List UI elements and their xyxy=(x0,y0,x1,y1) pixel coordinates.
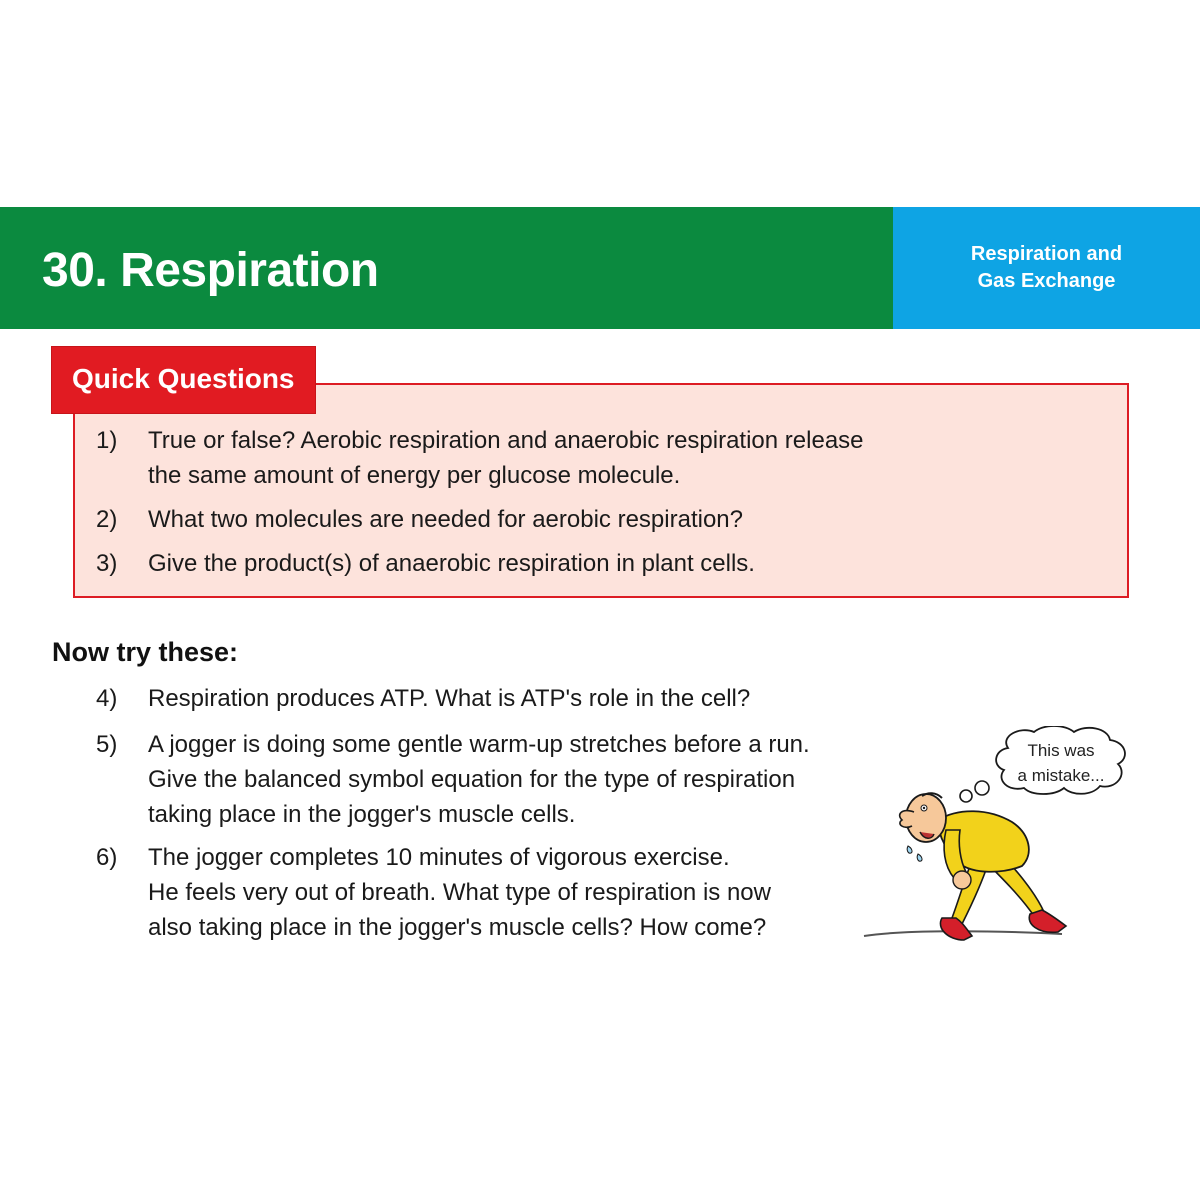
question-line: What two molecules are needed for aerobic respiration? xyxy=(148,506,743,533)
question-line: True or false? Aerobic respiration and anaerobic respiration release xyxy=(148,427,864,454)
question-text xyxy=(148,840,771,945)
now-try-heading: Now try these: xyxy=(52,637,239,667)
page-title: 30. Respiration xyxy=(42,244,379,297)
header-title-panel xyxy=(0,207,893,329)
question-line: A jogger is doing some gentle warm-up stretches before a run. xyxy=(148,731,810,758)
question-line: taking place in the jogger's muscle cells. xyxy=(148,801,576,828)
question-number: 4) xyxy=(96,685,118,712)
question-number: 2) xyxy=(96,506,118,533)
question-line: also taking place in the jogger's muscle cells? How come? xyxy=(148,914,767,941)
question-text xyxy=(148,681,750,716)
section-tag-panel xyxy=(893,207,1200,329)
question-number: 3) xyxy=(96,550,118,577)
question-text xyxy=(148,727,810,832)
question-item xyxy=(96,502,996,538)
question-line: Give the balanced symbol equation for the type of respiration xyxy=(148,766,796,793)
section-tag-line: Gas Exchange xyxy=(977,270,1116,292)
question-line: the same amount of energy per glucose molecule. xyxy=(148,462,681,489)
jogger-icon xyxy=(862,778,1074,948)
question-item xyxy=(96,840,896,946)
section-tag xyxy=(893,241,1200,295)
section-tag-line: Respiration and xyxy=(970,243,1123,265)
exhausted-jogger-illustration xyxy=(862,778,1074,948)
question-item xyxy=(96,546,996,582)
quick-questions-label xyxy=(52,347,315,413)
bubble-line: a mistake... xyxy=(1017,766,1105,785)
question-text xyxy=(148,423,864,493)
question-text xyxy=(148,546,755,581)
question-item xyxy=(96,727,896,833)
question-line: Respiration produces ATP. What is ATP's role in the cell? xyxy=(148,685,751,712)
page-header xyxy=(0,207,1200,329)
quick-questions-label-text: Quick Questions xyxy=(72,363,295,394)
question-text xyxy=(148,502,743,537)
question-line: The jogger completes 10 minutes of vigorous exercise. xyxy=(148,844,730,871)
question-line: Give the product(s) of anaerobic respiration in plant cells. xyxy=(148,550,755,577)
question-item xyxy=(96,423,996,495)
question-number: 6) xyxy=(96,844,118,871)
question-number: 5) xyxy=(96,731,118,758)
question-item xyxy=(96,681,896,717)
bubble-line: This was xyxy=(1027,741,1095,760)
question-line: He feels very out of breath. What type of respiration is now xyxy=(148,879,771,906)
question-number: 1) xyxy=(96,427,118,454)
